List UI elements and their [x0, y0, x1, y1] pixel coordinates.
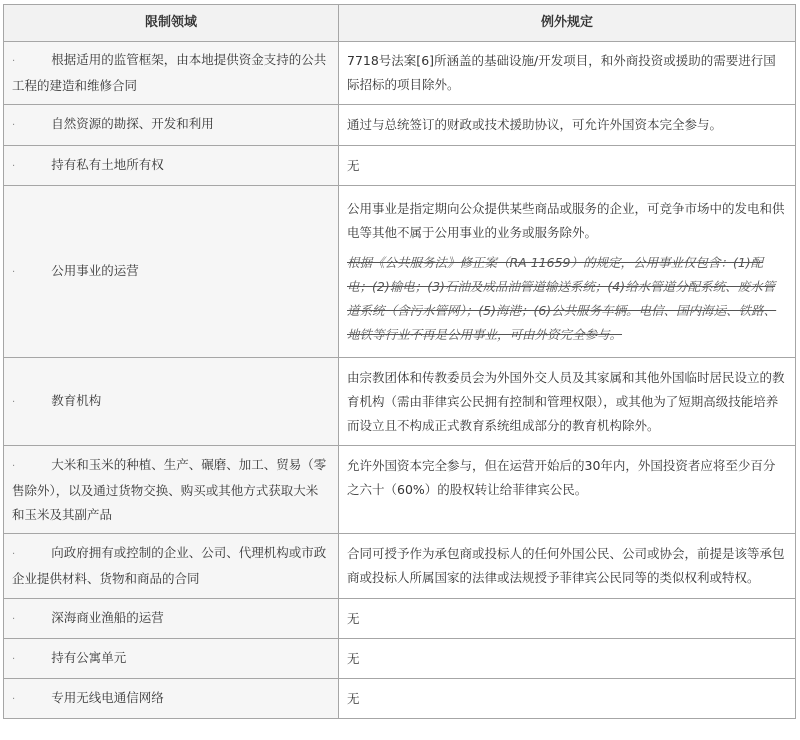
- exception-text: 7718号法案[6]所涵盖的基础设施/开发项目，和外商投资或援助的需要进行国际招标的项目除外。: [347, 53, 776, 92]
- exception-text: 合同可授予作为承包商或投标人的任何外国公民、公司或协会，前提是该等承包商或投标人所属国家的法律或法规授予菲律宾公民同等的类似权利或特权。: [347, 546, 785, 585]
- area-cell: [4, 146, 339, 186]
- area-cell: [4, 639, 339, 679]
- area-text: 持有私有土地所有权: [51, 156, 164, 172]
- area-cell: [4, 599, 339, 639]
- exception-cell: [339, 186, 796, 358]
- exception-text: 由宗教团体和传教委员会为外国外交人员及其家属和其他外国临时居民设立的教育机构（需由菲律宾公民拥有控制和管理权限），或其他为了短期高级技能培养而设立且不构成正式教育系统组成部分的教育机构除外。: [347, 369, 785, 433]
- exception-cell: [339, 446, 796, 534]
- area-text: 自然资源的勘探、开发和利用: [51, 116, 214, 131]
- exception-text: 无: [347, 610, 360, 626]
- area-text: 持有公寓单元: [51, 649, 127, 665]
- area-cell: [4, 186, 339, 358]
- table-header-row: [4, 5, 796, 42]
- exception-cell: [339, 679, 796, 719]
- table-row: [4, 679, 796, 719]
- table-row: [4, 639, 796, 679]
- area-text: 根据适用的监管框架，由本地提供资金支持的公共工程的建造和维修合同: [12, 52, 327, 93]
- exception-text: 允许外国资本完全参与，但在运营开始后的30年内，外国投资者应将至少百分之六十（60%）的股权转让给菲律宾公民。: [347, 458, 776, 497]
- exception-cell: [339, 358, 796, 446]
- exception-cell: [339, 534, 796, 599]
- table-row: [4, 186, 796, 358]
- struck-amendment-text: 根据《公共服务法》修正案（RA 11659）的规定，公用事业仅包含：(1)配电；(2)输电；(3)石油及成品油管道输送系统；(4)给水管道分配系统、废水管道系统（含污水管网）；(5)海港；(6)公共服务车辆。电信、国内海运、铁路、地铁等行业不再是公用事业，可由外资完全参与。: [347, 254, 777, 342]
- table-row: [4, 599, 796, 639]
- exception-text: 无: [347, 690, 360, 706]
- exception-cell: [339, 105, 796, 146]
- area-cell: [4, 446, 339, 534]
- bullet: ·: [12, 56, 16, 67]
- area-text: 公用事业的运营: [51, 262, 139, 278]
- area-text: 向政府拥有或控制的企业、公司、代理机构或市政企业提供材料、货物和商品的合同: [12, 545, 327, 586]
- area-text: 教育机构: [51, 392, 102, 408]
- header-restricted-area: 限制领域: [4, 5, 339, 42]
- exception-cell: [339, 146, 796, 186]
- bullet: ·: [12, 120, 16, 131]
- area-text: 专用无线电通信网络: [51, 689, 164, 705]
- area-cell: [4, 534, 339, 599]
- area-cell: [4, 105, 339, 146]
- table-row: [4, 446, 796, 534]
- exception-cell: [339, 599, 796, 639]
- bullet: ·: [12, 160, 16, 172]
- area-text: 大米和玉米的种植、生产、碾磨、加工、贸易（零售除外），以及通过货物交换、购买或其他方式获取大米和玉米及其副产品: [12, 456, 327, 522]
- exception-text: 无: [347, 650, 360, 666]
- area-cell: [4, 358, 339, 446]
- table-row: [4, 534, 796, 599]
- exception-cell: [339, 42, 796, 105]
- bullet: ·: [12, 693, 16, 705]
- bullet: ·: [12, 613, 16, 625]
- bullet: ·: [12, 460, 16, 472]
- bullet: ·: [12, 653, 16, 665]
- table-row: [4, 358, 796, 446]
- bullet: ·: [12, 396, 16, 408]
- exception-cell: [339, 639, 796, 679]
- bullet: ·: [12, 266, 16, 278]
- exception-text: 通过与总统签订的财政或技术援助协议，可允许外国资本完全参与。: [347, 117, 723, 132]
- table-row: [4, 42, 796, 105]
- exception-text: 无: [347, 157, 360, 173]
- area-text: 深海商业渔船的运营: [51, 609, 164, 625]
- bullet: ·: [12, 549, 16, 560]
- table-row: [4, 105, 796, 146]
- table-row: [4, 146, 796, 186]
- header-exception: 例外规定: [339, 5, 796, 42]
- exception-text: 公用事业是指定期向公众提供某些商品或服务的企业，可竞争市场中的发电和供电等其他不属于公用事业的业务或服务除外。: [347, 200, 785, 240]
- area-cell: [4, 679, 339, 719]
- area-cell: [4, 42, 339, 105]
- restrictions-table: [3, 4, 796, 719]
